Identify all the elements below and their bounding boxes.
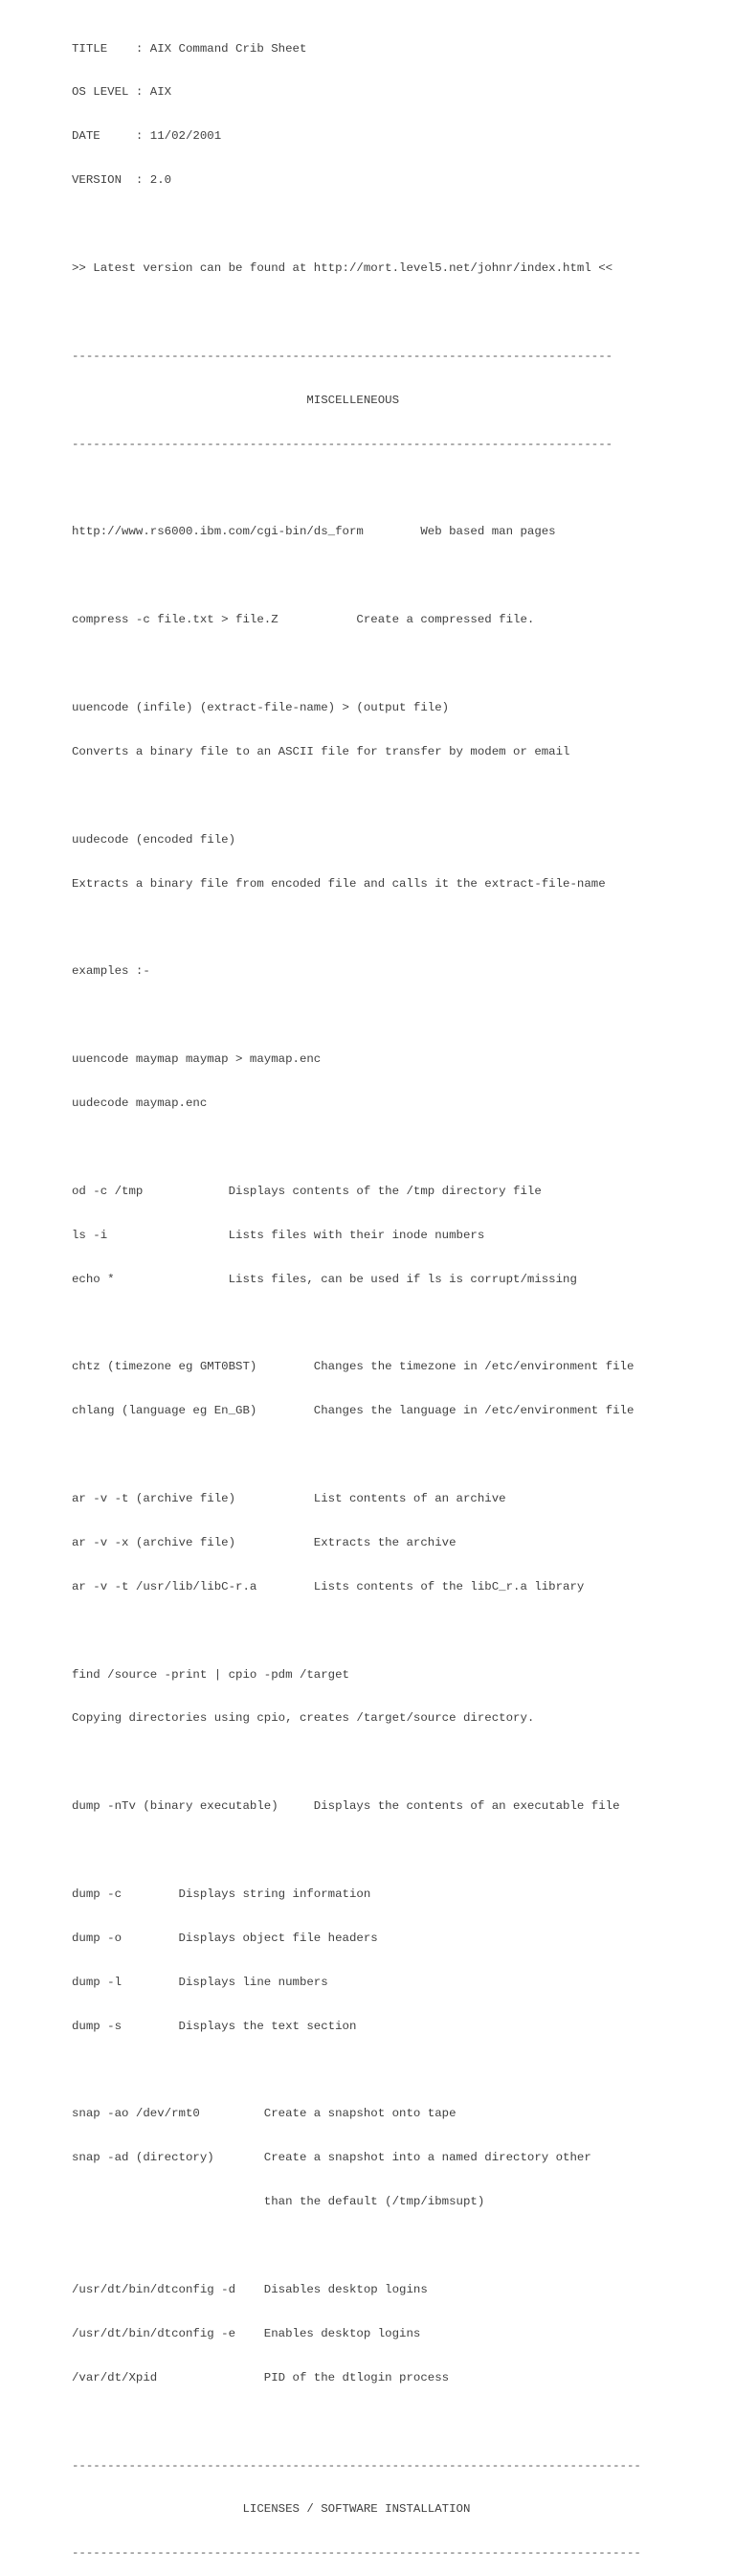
chlang-line: chlang (language eg En_GB) Changes the language in /etc/environment file — [72, 1404, 635, 1418]
find-description: Copying directories using cpio, creates /target/source directory. — [72, 1711, 535, 1726]
spacer — [72, 1624, 641, 1638]
example-line: uuencode maymap maymap > maymap.enc — [72, 1052, 322, 1067]
version-line: VERSION : 2.0 — [72, 173, 172, 188]
spacer — [72, 657, 641, 671]
divider: ---------------------------------------------------------------------------- — [72, 349, 613, 363]
latest-version-line: >> Latest version can be found at http://mort.level5.net/johnr/index.html << — [72, 261, 613, 276]
echo-line: echo * Lists files, can be used if ls is corrupt/missing — [72, 1272, 577, 1286]
find-command: find /source -print | cpio -pdm /target — [72, 1667, 349, 1682]
spacer — [72, 2239, 641, 2253]
spacer — [72, 1316, 641, 1330]
dump-l-line: dump -l Displays line numbers — [72, 1975, 328, 1989]
spacer — [72, 1141, 641, 1155]
section-title-misc: MISCELLENEOUS — [72, 393, 400, 407]
od-line: od -c /tmp Displays contents of the /tmp directory file — [72, 1184, 542, 1198]
spacer — [72, 2064, 641, 2078]
spacer — [72, 2415, 641, 2429]
document-page — [72, 12, 641, 2576]
ar-lib-line: ar -v -t /usr/lib/libC-r.a Lists contents of the libC_r.a library — [72, 1579, 585, 1593]
examples-label: examples :- — [72, 964, 150, 979]
uuencode-description: Converts a binary file to an ASCII file for transfer by modem or email — [72, 744, 570, 758]
ls-line: ls -i Lists files with their inode numbers — [72, 1228, 485, 1242]
ar-extract-line: ar -v -x (archive file) Extracts the archive — [72, 1535, 457, 1549]
compress-line: compress -c file.txt > file.Z Create a compressed file. — [72, 613, 535, 627]
spacer — [72, 305, 641, 320]
example-line: uudecode maymap.enc — [72, 1096, 208, 1110]
divider: -------------------------------------------------------------------------------- — [72, 2546, 641, 2561]
date-line: DATE : 11/02/2001 — [72, 129, 222, 144]
spacer — [72, 217, 641, 232]
uudecode-command: uudecode (encoded file) — [72, 832, 236, 847]
dtconfig-enable-line: /usr/dt/bin/dtconfig -e Enables desktop logins — [72, 2326, 421, 2340]
title-line: TITLE : AIX Command Crib Sheet — [72, 41, 307, 56]
spacer — [72, 1843, 641, 1858]
chtz-line: chtz (timezone eg GMT0BST) Changes the timezone in /etc/environment file — [72, 1360, 635, 1374]
snap-ad-continuation: than the default (/tmp/ibmsupt) — [72, 2195, 485, 2209]
uuencode-command: uuencode (infile) (extract-file-name) > (output file) — [72, 700, 450, 714]
dtconfig-disable-line: /usr/dt/bin/dtconfig -d Disables desktop logins — [72, 2283, 428, 2297]
dump-c-line: dump -c Displays string information — [72, 1887, 371, 1901]
snap-ao-line: snap -ao /dev/rmt0 Create a snapshot onto tape — [72, 2107, 457, 2121]
spacer — [72, 920, 641, 935]
spacer — [72, 1008, 641, 1023]
spacer — [72, 789, 641, 803]
divider: ---------------------------------------------------------------------------- — [72, 437, 613, 451]
dump-s-line: dump -s Displays the text section — [72, 2019, 357, 2033]
dump-ntv-line: dump -nTv (binary executable) Displays the contents of an executable file — [72, 1799, 620, 1814]
spacer — [72, 482, 641, 496]
section-title-licenses: LICENSES / SOFTWARE INSTALLATION — [72, 2502, 471, 2517]
man-pages-line: http://www.rs6000.ibm.com/cgi-bin/ds_form Web based man pages — [72, 525, 556, 539]
uudecode-description: Extracts a binary file from encoded file and calls it the extract-file-name — [72, 876, 606, 891]
ar-list-line: ar -v -t (archive file) List contents of an archive — [72, 1491, 506, 1505]
xpid-line: /var/dt/Xpid PID of the dtlogin process — [72, 2370, 450, 2384]
spacer — [72, 569, 641, 583]
dump-o-line: dump -o Displays object file headers — [72, 1931, 378, 1945]
spacer — [72, 1755, 641, 1770]
divider: -------------------------------------------------------------------------------- — [72, 2458, 641, 2473]
spacer — [72, 1448, 641, 1462]
snap-ad-line: snap -ad (directory) Create a snapshot into a named directory other — [72, 2151, 591, 2165]
os-level-line: OS LEVEL : AIX — [72, 85, 172, 100]
